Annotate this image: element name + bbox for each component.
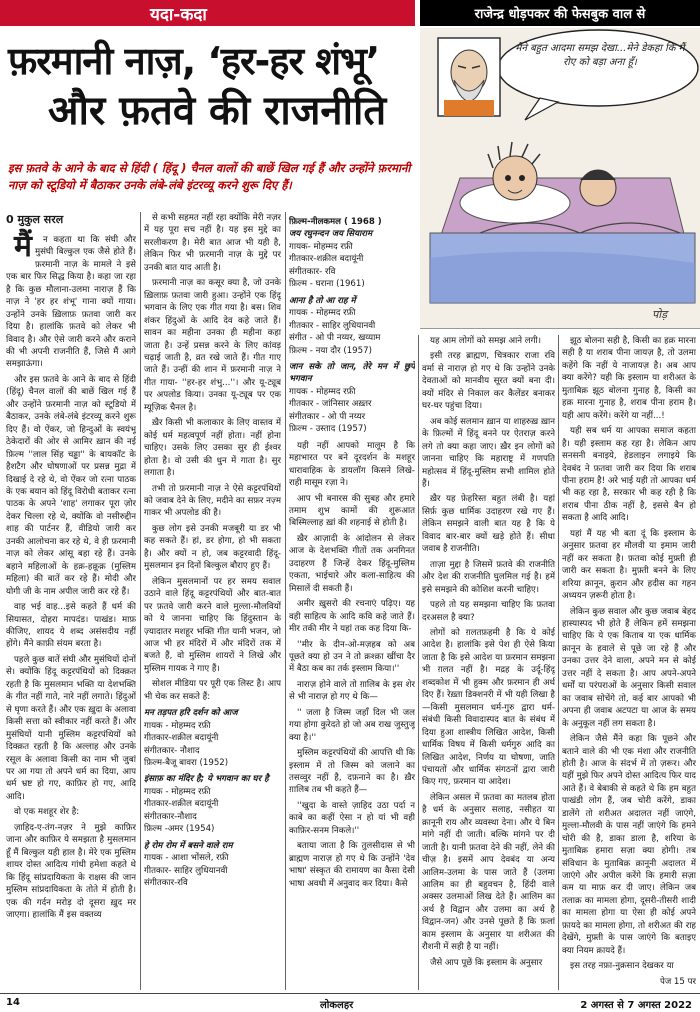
column-1 [6, 212, 136, 990]
paragraph: ख़ैर किसी भी कलाकार के लिए वास्तव में कोई धर्म महत्वपूर्ण नहीं होता। नहीं होना चाहिए। उसके लिए उसका सुर ही ईश्वर होता है। वो उसी की धुन में गाता है। सुर लगाता है। [144, 418, 281, 479]
cartoon-header [420, 0, 700, 26]
song-title: फ़िल्म-नीलकमल ( 1968 ) [289, 217, 382, 227]
paragraph: इसी तरह ब्राह्मण, चित्रकार राजा रवि वर्मा से नाराज़ हो गए थे कि उन्होंने उनके देवताओं को मानवीय सूरत क्यों बना दी। क्यों मंदिर से निकाल कर कैलेंडर बनाकर घर-घर पहुंचा दिया। [422, 351, 555, 412]
section-title: यदा-कदा [150, 4, 207, 25]
song-credit [289, 361, 415, 436]
song-line: गायक - मोहम्मद रफ़ी [289, 308, 356, 319]
page-number: 14 [6, 997, 20, 1008]
song-line: गीतकार - जांनिसार अख़्तर [289, 399, 372, 410]
song-title: मन तड़पत हरि दर्शन को आज [144, 708, 238, 719]
paragraph: यहां मैं यह भी बता दूं कि इस्लाम के अनुसार फ़तवा हर मौलवी या इमाम जारी नहीं कर सकता है। फ़तवा कोई मुफ़्ती ही जारी कर सकता है। मुफ़्ती बनने के लिए शरिया क़ानून, क़ुरान और हदीस का गहन अध्ययन ज़रूरी होता है। [562, 528, 696, 602]
column-2 [144, 212, 281, 990]
headline [8, 40, 413, 133]
song-line: संगीतकार-नौशाद [144, 811, 197, 822]
newspaper-name: लोकलहर [320, 1000, 354, 1011]
song-line: गीतकार-शक़ील बदायूंनी [144, 733, 219, 744]
paragraph: आप भी बनारस की सुबह और हमारे तमाम शुभ कामों की शुरूआत बिस्मिल्लाह ख़ां की शहनाई से होती है। [289, 493, 415, 529]
cartoon-caption: मैंने बहुत आदमा समझ देखा...मेने डेकहा कि मैं रोए को बड़ा अना हूँ। [515, 43, 685, 68]
song-line: गायक - आशा भोंसले, रफ़ी [144, 853, 229, 864]
song-line: गीतकार-शक़ील बदायूंनी [289, 254, 364, 265]
byline: 0 मुकुल सरल [6, 213, 64, 226]
column-3 [289, 212, 415, 990]
song-line: संगीतकार- रवि [289, 266, 336, 277]
song-credit [144, 773, 281, 835]
song-line: गीतकार - साहिर लुधियानवी [289, 320, 376, 331]
paragraph: यही सब धर्म या आपका समाज कहता है। यही इस्लाम कह रहा है। लेकिन आप सनसनी बनाइये, हेडलाइन लगाइये कि देवबंद ने फ़तवा जारी कर दिया कि शराब पीना हराम है! अरे भाई यही तो आपका धर्म भी कह रहा है, सरकार भी कह रही है कि शराब पीना ठीक नहीं है, इससे बैन हो सकता है आदि आदि। [562, 426, 696, 524]
continued-note: पेज 15 पर [659, 976, 696, 987]
song-credit [144, 707, 281, 769]
column-5 [562, 335, 696, 990]
cartoon-signature: पोड़ [652, 308, 667, 321]
paragraph: वाह भई वाह...इसे कहते हैं धर्म की सियासत, दोहरा मापदंड। पाखंड। माफ़ कीजिए, शायद ये शब्द असंसदीय नहीं होंगे। मैंने काफ़ी संयम बरता है। [6, 602, 136, 650]
paragraph [6, 228, 136, 371]
paragraph: झूठ बोलना सही है, किसी का हक़ मारना सही है या शराब पीना जायज़ है, तो उलमा कहेंगे कि नहीं ये नाजायज़ है। अब आप क्या करेंगे? यही कि इस्लाम या शरीअत के मुताबिक़ झूठ बोलना गुनाह है, किसी का हक़ मारना गुनाह है, शराब पीना हराम है। यही आप करेंगे। करेंगे या नहीं...! [562, 336, 696, 421]
paragraph: ताज़ा मुद्दा है जिसमें फ़तवे की राजनीति और देश की राजनीति घुलमिल गई है। हमें इसे समझने की कोशिश करनी चाहिए। [422, 559, 555, 595]
song-line: गायक - मोहम्मद रफ़ी [144, 720, 211, 731]
issue-date: 2 अगस्त से 7 अगस्त 2022 [580, 1000, 692, 1011]
paragraph: यही नहीं आपको मालूम है कि महाभारत पर बने दूरदर्शन के मशहूर धारावाहिक के डायलॉग किसने लिखे- राही मासूम रज़ा ने। [289, 440, 415, 489]
song-title: हे रोम रोम में बसने वाले राम [144, 840, 233, 851]
page-footer [0, 993, 700, 1012]
song-line: संगीतकार- नौशाद [144, 745, 200, 756]
paragraph: और इस फ़तवे के आने के बाद से हिंदी (हिंदू) चैनल वालों की बाछें खिल गई हैं और उन्होंने फ़रमानी नाज़ को स्टूडियो में बैठाकर, उनके लंबे-लंबे इंटरव्यू करने शुरू दिए हैं। वो ऐंकर, जो हिन्दुओं के स्वयंभू ठेकेदारों की ओर से आमिर ख़ान की नई फ़िल्म ''लाल सिंह चड्ढा'' के बायकॉट के हैशटैग और घोषणाओं पर प्रसन्न मुद्रा में दिखाई दे रहे थे, वो ऐंकर जो रत्ना पाठक के एक बयान को हिंदू विरोधी बताकर रत्ना पाठक के अपने 'शाह' लगाकर पूरा ज़ोर देकर चिल्ला रहे थे, क्योंकि वो नसीरुद्दीन शाह की पार्टनर हैं, वीडियो जारी कर उनकी आलोचना कर रहे थे, वे ही फ़रमानी नाज़ को लेकर आंसू बहा रहे हैं। उनके बहाने महिलाओं के हक़-हक़ूक़ (मुस्लिम महिला) की बातें कर रहे हैं। मोदी और योगी जी के नाम अपील जारी कर रहे हैं। [6, 374, 136, 597]
paragraph: सोशल मीडिया पर पूरी एक लिस्ट है। आप भी चेक कर सकते हैं: [144, 679, 281, 702]
song-line: गायक - मोहम्मद रफ़ी [144, 786, 211, 797]
quote: '' जला है जिस्म जहाँ दिल भी जल गया होगा कुरेदते हो जो अब राख जुस्तुजू क्या है।'' [289, 707, 415, 743]
column-rule [140, 212, 141, 990]
song-line: फ़िल्म - नया दौर (1957) [289, 345, 372, 356]
song-title: इंसाफ़ का मंदिर है; ये भगवान का घर है [144, 774, 269, 785]
paragraph: इस तरह नफ़ा-नुक़सान देखकर या [570, 961, 674, 972]
paragraph: अब कोई सलमान ख़ान या शाहरुख़ ख़ान के फ़िल्मों में हिंदू बनने पर ऐतराज़ करने लगे तो क्या कहा जाए। ख़ैर इन लोगों को जानना चाहिए कि महाराष्ट्र में गणपति महोत्सव में हिंदू-मुस्लिम सभी शामिल होते हैं। [422, 416, 555, 489]
column-rule [285, 212, 286, 990]
song-line: गायक- मोहम्मद रफ़ी [289, 241, 353, 252]
drop-cap: मैं [14, 228, 32, 264]
quote: ''खुदा के वास्ते ज़ाहिद उठा पर्दा न काबे का कहीं ऐसा न हो यां भी वही काफ़िर-सनम निकले।'' [289, 800, 415, 836]
song-line: फ़िल्म - घराना (1961) [289, 279, 365, 290]
paragraph: लेकिन असल में फ़तवा का मतलब होता है धर्म के अनुसार सलाह, नसीहत या क़ानूनी राय और व्यवस्था देना। और ये बिन मांगे नहीं दी जाती। बल्कि मांगने पर दी जाती है। यानी फ़तवा देने की नहीं, लेने की चीज़ है। इसमें आप देवबंद या अन्य आलिम-उलमा के पास जाते हैं (उलमा आलिम का ही बहुवचन है, हिंदी वाले अक्सर उलमाओं लिख देते हैं। आलिम का अर्थ है विद्वान और उलमा का अर्थ है विद्वान-जन) और उनसे पूछते हैं कि फ़लां काम इस्लाम के अनुसार या शरीअत की रौशनी में सही है या नहीं। [422, 792, 555, 953]
column-rule [418, 335, 419, 990]
paragraph: बताया जाता है कि तुलसीदास से भी ब्राह्मण नाराज़ हो गए थे कि उन्होंने 'देव भाषा' संस्कृत की रामायण का कैसा देसी भाषा अवधी में अनुवाद कर दिया। कैसे [289, 841, 415, 889]
song-line: फ़िल्म - उस्ताद (1957) [289, 424, 367, 435]
song-line: गीतकार-शक़ील बदायूंनी [144, 799, 219, 810]
paragraph: पहले कुछ बातें संघी और मुसंघियों दोनों से। क्योंकि हिंदू कट्टरपंथियों को दिक्क़त रहती है कि मुसलमान भक्ति या देशभक्ति के गीत नहीं गाते, नारे नहीं लगाते। हिंदुओं से घृणा करते हैं। और एक ख़ुदा के अलावा किसी सत्ता को स्वीकार नहीं करते हैं। और मुसंघियों यानी मुस्लिम कट्टरपंथियों को दिक्क़त रहती है कि अल्लाह और उनके रसूल के अलावा किसी का नाम भी जुबां पर आ गया तो अपने धर्म का दिया, आप धर्म भ्रष्ट हो गए, काफ़िर हो गए, आदि आदि। [6, 654, 136, 802]
paragraph: ख़ैर यह फ़ेहरिस्त बहुत लंबी है। यहां सिर्फ़ कुछ धार्मिक उदाहरण रखे गए हैं। लेकिन समझने वाली बात यह है कि ये विवाद बार-बार क्यों खड़े होते हैं। सीधा जवाब है राजनीति। [422, 494, 555, 555]
paragraph: फ़रमानी नाज़ का कसूर क्या है, जो उनके ख़िलाफ़ फ़तवा जारी हुआ। उन्होंने एक हिंदू भगवान के लिए एक गीत गया है। बस। शिव शंकर हिंदुओं के आदि देव कहे जाते हैं। सावन का महीना उनका ही महीना कहा जाता है। उन्हें प्रसन्न करने के लिए कांवड़ चढ़ाई जाती है, व्रत रखे जाते हैं। गीत गाए जाते हैं। उन्हीं की शान में फ़रमानी नाज़ ने गीत गाया- ''हर-हर शंभु...''। और यू-ट्यूब पर अपलोड किया। उनका यू-ट्यूब पर एक म्यूज़िक चैनल है। [144, 278, 281, 413]
song-line: संगीत - ओ पी नय्यर, खय्याम [289, 333, 381, 344]
song-line: गीतकार- साहिर लुधियानवी [144, 865, 228, 876]
paragraph: पहले तो यह समझना चाहिए कि फ़तवा दरअसल है क्या? [422, 600, 555, 623]
cartoon-section-title: राजेन्द्र धोड़पकर की फेसबुक वाल से [474, 7, 646, 22]
quote: ''मीर के दीन-ओ-मज़हब को अब पूछते क्या हो उन ने तो क़श्क़ा खींचा दैर में बैठा कब का तर्क इस्लाम किया।'' [289, 639, 415, 675]
song-line: फ़िल्म-बैजू बावरा (1952) [144, 758, 229, 769]
column-rule [558, 335, 559, 990]
song-credit [289, 216, 415, 291]
paragraph: तभी तो फ़रमानी नाज़ ने ऐसे कट्टरपंथियों को जवाब देने के लिए, मदीने का सफ़र नज़्म गाकर भी अपलोड की है। [144, 483, 281, 519]
song-line: संगीतकार - ओ पी नय्यर [289, 411, 366, 422]
song-line: फ़िल्म -अमर (1954) [144, 824, 215, 835]
paragraph: लोगों को ग़लतफ़हमी है कि ये कोई आदेश है। हालांकि इसे पेश ही ऐसे किया जाता है कि इसे आदेश या फ़रमान समझना भी ग़लत नहीं है। मद्रह के उर्दू-हिंदू शब्दकोश में भी हुक्म और फ़रमान ही अर्थ दिए हैं। रेख़्ता डिक्शनरी में भी यही लिखा है—किसी मुसलमान धर्म-गुरु द्वारा धर्म-संबंधी किसी विवादास्पद बात के संबंध में दिया हुआ शास्त्रीय लिखित आदेश, किसी धार्मिक विषय में किसी धर्मगुरु आदि का लिखित आदेश, निर्णय या घोषणा, जाति पंचायतों और धार्मिक संगठनों द्वारा जारी किए गए, फ़रमान या आदेश। [422, 627, 555, 788]
paragraph: लेकिन कुछ सवाल और कुछ जवाब बेहद हास्यास्पद भी होते हैं लेकिन हमें समझना चाहिए कि ये एक किताब या एक धार्मिक क़ानून के हवाले से पूछे जा रहे हैं और उनका उत्तर देने वाला, अपने मन से कोई उत्तर नहीं दे सकता है। आप अपने-अपने धर्मों या परंपराओं के अनुसार किसी सवाल का जवाब सोचेंगे तो, कई बार आपको भी अपना ही जवाब अटपटा या आज के समय के अनुकूल नहीं लग सकता है। [562, 606, 696, 729]
song-subtitle: जय रघुनन्दन जय सियाराम [289, 229, 373, 240]
paragraph: लेकिन जैसे मैंने कहा कि पूछने और बताने वाले की भी एक मंशा और राजनीति होती है। आज के संदर्भ में तो ज़रूर। और यहीं मुझे फिर अपने दोस्त आदित्य फिर याद आते हैं। वे बेबाकी से कहते थे कि हम बहुत पाखंडी लोग हैं, जब चोरी करेंगे, डाका डालेंगे तो शरीअत अदालत नहीं जाएंगे, मुल्ला-मौलवी के पास नहीं जाएंगे कि हमने चोरी की है, डाका डाला है, शरिया के मुताबिक़ हमारा सज़ा क्या होगी। तब संविधान के मुताबिक़ क़ानूनी अदालत में जाएंगे और अपील करेंगे कि हमारी सज़ा कम या माफ़ कर दी जाए। लेकिन जब तलाक़ का मामला होगा, दूसरी-तीसरी शादी का मामला होगा या ऐसा ही कोई अपने फ़ायदे का मामला होगा, तो शरीअत की राह देखेंगे, मुफ़्ती के पास जाएंगे कि बताइए क्या नियम क़ायदे हैं। [562, 734, 696, 956]
paragraph: नाराज़ होने वाले तो ग़ालिब के इस शेर से भी नाराज़ हो गए थे कि— [289, 679, 415, 703]
paragraph: जैसे आप पूछें कि इस्लाम के अनुसार [430, 957, 543, 968]
paragraph: अमीर ख़ुसरो की रचनाएं पढ़िए। यह वही साहित्य के आदि कवि कहे जाते हैं। मीर तकी मीर ने यहां तक कह दिया कि- [289, 599, 415, 635]
cartoon [420, 28, 700, 329]
song-line: गायक - मोहम्मद रफ़ी [289, 386, 356, 397]
paragraph: वो एक मशहूर शेर है: [14, 807, 80, 818]
song-title: जान सके तो जान, तेरे मन में छुपे भगवान [289, 361, 415, 385]
column-4 [422, 335, 555, 990]
section-header [0, 0, 415, 26]
paragraph: कुछ लोग इसे उनकी मजबूरी या डर भी कह सकते हैं। हां, डर होगा, हो भी सकता है। और क्यों न हो, जब कट्टरवादी हिंदू-मुसलमान इन दिनों बिल्कुल बौराए हुए हैं। [144, 523, 281, 572]
paragraph-text: न कहता था कि संघी और मुसंघी बिल्कुल एक जैसे होते हैं। फ़रमानी नाज़ के मामले ने इसे एक बार फिर सिद्ध किया है। कहा जा रहा है कि कुछ मौलाना-उलमा नाराज़ हैं कि नाज़ ने 'हर हर शंभू' गाना क्यों गाया। उन्होंने उनके ख़िलाफ़ फ़तवा जारी कर दिया है। हालांकि फ़तवे को लेकर भी विवाद है। और ऐसे जारी करने और कराने की भी अपनी राजनीति हैं, जिसे मैं आगे समझाऊंगा। [6, 234, 136, 370]
paragraph: से कभी सहमत नहीं रहा क्योंकि मेरी नज़र में यह पूरा सच नहीं है। यह इस मुद्दे का सरलीकरण है। मेरी बात आज भी यही है, लेकिन फिर भी फ़रमानी नाज़ के मुद्दे पर उनकी बात याद आती है। [144, 213, 281, 273]
song-credit [144, 840, 281, 890]
headline-line-1: फ़रमानी नाज़, ‘हर-हर शंभू’ [8, 39, 380, 83]
song-title: आना है तो आ राह में [289, 295, 356, 306]
standfirst: इस फ़तवे के आने के बाद से हिंदी ( हिंदू ) चैनल वालों की बाछें खिल गई हैं और उन्होंने फ़रमानी नाज़ को स्टूडियो में बैठाकर उनके लंबे-लंबे इंटरव्यू करने शुरू दिए हैं। [8, 161, 411, 192]
cartoon-drawing [420, 28, 700, 328]
headline-line-2: और फ़तवे की राजनीति [48, 87, 387, 134]
paragraph: मुस्लिम कट्टरपंथियों की आपत्ति थी कि इस्लाम में तो जिस्म को जलाने का तसव्वुर नहीं है, दफ़नाने का है। ख़ैर ग़ालिब तब भी कहते हैं— [289, 748, 415, 796]
paragraph: ख़ैर आज़ादी के आंदोलन से लेकर आज के देशभक्ति गीतों तक अनगिनत उदाहरण हैं जिन्हें देकर हिंदू-मुस्लिम एकता, भाईचारे और कला-साहित्य की मिसालें दी सकती हैं। [289, 533, 415, 594]
paragraph: ज़ाहिद-ए-तंग-नज़र ने मुझे काफ़िर जाना और काफ़िर ये समझता है मुसलमान हूँ मैं बिल्कुल यही हाल है। मेरे एक मुस्लिम शायर दोस्त आदित्य गांधी हमेशा कहते थे कि हिंदू सांप्रदायिकता के राक्षस की जान मुस्लिम सांप्रदायिकता के तोते में होती है। एक की गर्दन मरोड़ दो दूसरा ख़ुद मर जाएगा। हालांकि मैं इस वक्तव्य [6, 822, 136, 920]
paragraph: लेकिन मुसलमानों पर हर समय सवाल उठाने वाले हिंदू कट्टरपंथियों और बात-बात पर फ़तवे जारी करने वाले मुल्ला-मौलवियों को ये जानना चाहिए कि हिंदुस्तान के ज़्यादातर मशहूर भक्ति गीत यानी भजन, जो आज भी हर मंदिरों में और मंदिरों तक में बजते हैं, वो मुस्लिम शायरों ने लिखे और मुस्लिम गायक ने गाए हैं। [144, 576, 281, 674]
song-credit [289, 295, 415, 357]
paragraph: यह आम लोगों को समझ आने लगी। [430, 336, 541, 346]
song-line: संगीतकार-रवि [144, 878, 188, 889]
